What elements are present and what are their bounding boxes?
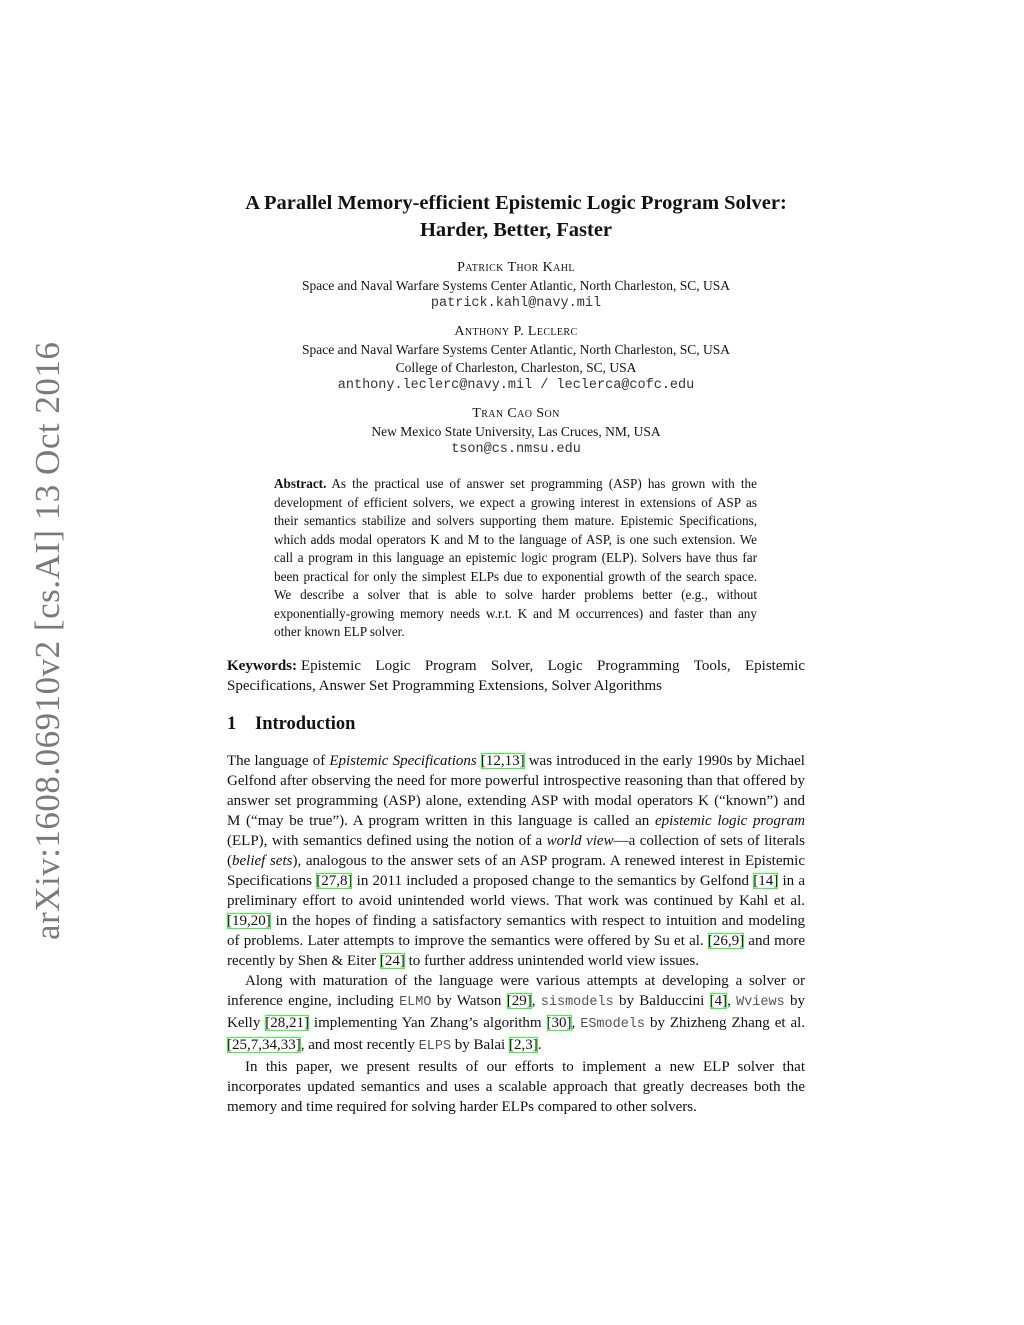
author-1: [227, 258, 805, 313]
citation-link[interactable]: [2,3]: [508, 1036, 538, 1053]
italic-term: Epistemic Specifications: [329, 752, 477, 769]
author-email[interactable]: patrick.kahl@navy.mil: [430, 296, 602, 311]
author-affiliation: Space and Naval Warfare Systems Center Atlantic, North Charleston, SC, USA: [302, 342, 730, 357]
title-line-1: A Parallel Memory-efficient Epistemic Logic Program Solver:: [245, 192, 787, 214]
text-run: by Kelly: [227, 992, 806, 1031]
text-run: The language of: [227, 752, 330, 769]
citation-link[interactable]: [12,13]: [480, 752, 525, 769]
author-affiliation-2: College of Charleston, Charleston, SC, USA: [395, 360, 637, 375]
solver-name: sismodels: [540, 994, 614, 1010]
citation-link[interactable]: [29]: [506, 992, 532, 1009]
author-email[interactable]: anthony.leclerc@navy.mil / leclerca@cofc.edu: [337, 378, 695, 393]
citation-link[interactable]: [14]: [753, 872, 779, 889]
text-run: by Balduccini: [613, 992, 710, 1009]
text-run: —a collection of sets of literals (: [227, 832, 806, 869]
intro-paragraph-3: In this paper, we present results of our efforts to implement a new ELP solver that incorporates updated semantics and uses a scalable approach that greatly decreases both the memory and time required for solving harder ELPs compared to other solvers.: [227, 1058, 805, 1115]
citation-link[interactable]: [30]: [546, 1014, 572, 1031]
author-email[interactable]: tson@cs.nmsu.edu: [451, 442, 581, 457]
section-heading: [227, 711, 805, 737]
author-3: [227, 404, 805, 459]
citation-link[interactable]: [4]: [709, 992, 728, 1009]
author-2: [227, 322, 805, 395]
text-run: was introduced in the early 1990s by Michael Gelfond after observing the need for more powerful introspective reasoning than that offered by answer set programming (ASP) alone, extending ASP with modal operators K (“known”) and M (“may be true”). A program written in this language is called an: [227, 752, 805, 829]
intro-paragraph-2: [227, 971, 805, 1057]
text-run: to further address unintended world view issues.: [404, 952, 699, 969]
text-run: Along with maturation of the language were various attempts at developing a solver or inference engine, including: [227, 972, 805, 1009]
keywords: [227, 656, 805, 696]
keywords-label: Keywords:: [227, 657, 297, 674]
solver-name: ESmodels: [580, 1016, 646, 1032]
intro-paragraph-1: [227, 751, 805, 971]
citation-link[interactable]: [28,21]: [265, 1014, 309, 1031]
text-run: in 2011 included a proposed change to the semantics by Gelfond: [352, 872, 754, 889]
author-name: Anthony P. Leclerc: [454, 324, 578, 339]
solver-name: ELPS: [418, 1038, 452, 1054]
italic-term: epistemic logic program: [654, 812, 805, 829]
citation-link[interactable]: [25,7,34,33]: [227, 1036, 301, 1053]
text-run: ,: [571, 1014, 581, 1031]
solver-name: ELMO: [399, 994, 432, 1010]
citation-link[interactable]: [19,20]: [227, 912, 271, 929]
abstract: [274, 475, 757, 642]
text-run: ), analogous to the answer sets of an ASP program. A renewed interest in Epistemic Specifications: [227, 852, 805, 889]
section-number: 1: [227, 713, 237, 734]
citation-link[interactable]: [24]: [379, 952, 405, 969]
author-list: [227, 258, 805, 459]
text-run: in a preliminary effort to avoid unintended world views. That work was continued by Kahl et al.: [227, 872, 805, 909]
text-run: (ELP), with semantics defined using the notion of a: [227, 832, 547, 849]
text-run: ,: [531, 992, 541, 1009]
text-run: in the hopes of finding a satisfactory semantics with respect to intuition and modeling of problems. Later attempts to improve the semantics were offered by Su et al.: [227, 912, 805, 949]
text-run: by Balai: [451, 1036, 509, 1053]
citation-link[interactable]: [26,9]: [707, 932, 745, 949]
text-run: by Zhizheng Zhang et al.: [645, 1014, 806, 1031]
text-run: , and most recently: [300, 1036, 419, 1053]
keywords-text: Epistemic Logic Program Solver, Logic Programming Tools, Epistemic Specifications, Answer Set Programming Extensions, Solver Algorithms: [227, 657, 805, 694]
text-run: .: [537, 1036, 542, 1053]
arxiv-identifier: arXiv:1608.06910v2 [cs.AI] 13 Oct 2016: [28, 341, 67, 940]
paper-title: [227, 190, 805, 244]
paper-page: [227, 190, 805, 1117]
title-line-2: Harder, Better, Faster: [419, 219, 613, 241]
author-affiliation: Space and Naval Warfare Systems Center Atlantic, North Charleston, SC, USA: [302, 278, 730, 293]
author-name: Tran Cao Son: [472, 406, 560, 421]
text-run: and more recently by Shen & Eiter: [227, 932, 805, 969]
abstract-label: Abstract.: [274, 476, 327, 491]
author-name: Patrick Thor Kahl: [457, 260, 575, 275]
author-affiliation: New Mexico State University, Las Cruces, NM, USA: [371, 424, 661, 439]
text-run: implementing Yan Zhang’s algorithm: [309, 1014, 547, 1031]
solver-name: Wviews: [736, 994, 785, 1010]
text-run: ,: [727, 992, 737, 1009]
text-run: by Watson: [431, 992, 507, 1009]
abstract-text: As the practical use of answer set programming (ASP) has grown with the development of efficient solvers, we expect a growing interest in extensions of ASP as their semantics stabilize and solvers supporting them mature. Epistemic Specifications, which adds modal operators K and M to the language of ASP, is one such extension. We call a program in this language an epistemic logic program (ELP). Solvers have thus far been practical for only the simplest ELPs due to exponential growth of the search space. We describe a solver that is able to solve harder problems better (e.g., without exponentially-growing memory needs w.r.t. K and M occurrences) and faster than any other known ELP solver.: [274, 476, 757, 639]
section-title: Introduction: [255, 713, 356, 734]
italic-term: world view: [546, 832, 614, 849]
citation-link[interactable]: [27,8]: [316, 872, 353, 889]
italic-term: belief sets: [232, 852, 293, 869]
